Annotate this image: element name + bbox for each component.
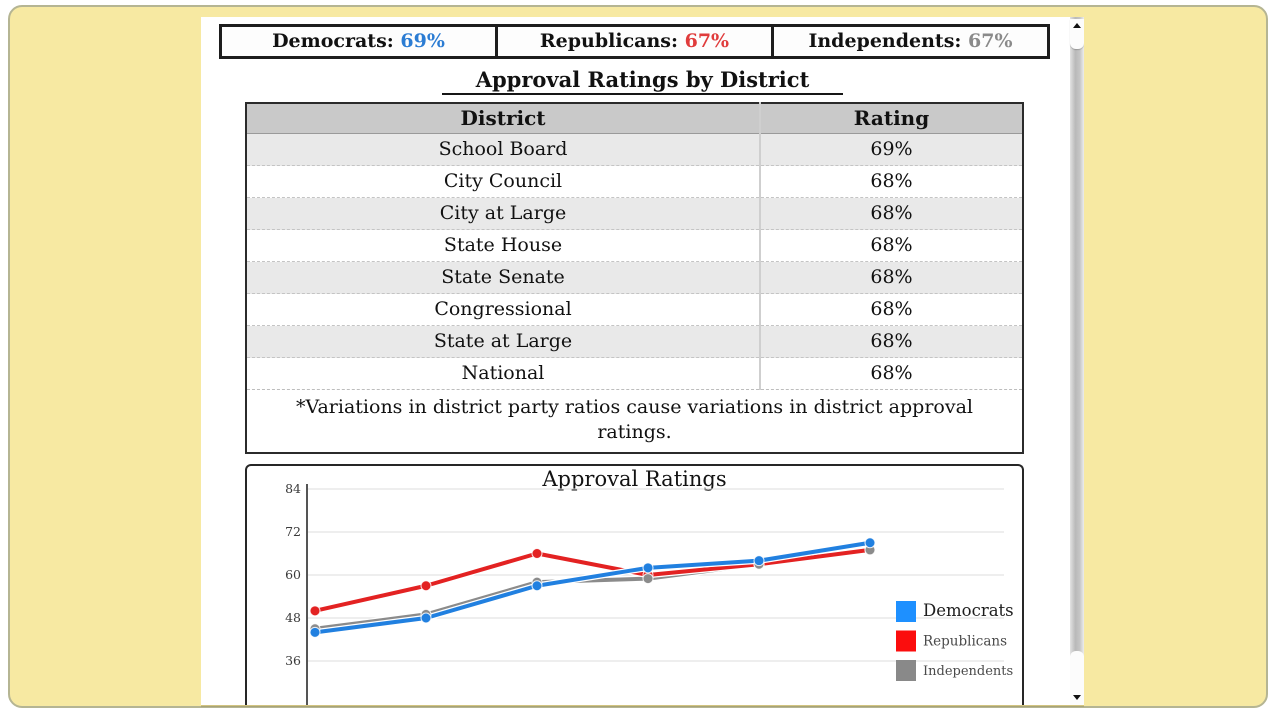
rating-cell: 68% [760,326,1023,358]
democrats-point [421,613,431,623]
table-row [246,358,1023,390]
scroll-down-icon [1073,695,1081,700]
page-title: Approval Ratings by District [442,67,844,95]
table-row [246,198,1023,230]
stat-value: 69% [400,30,445,52]
district-cell: State Senate [246,262,760,294]
rating-cell: 68% [760,198,1023,230]
scroll-down-button[interactable] [1070,651,1084,705]
democrats-point [754,556,764,566]
democrats-point [865,538,875,548]
republicans-point [532,549,542,559]
stat-value: 67% [684,30,730,52]
rating-cell: 68% [760,230,1023,262]
stat-value: 67% [968,30,1013,52]
table-row [246,294,1023,326]
stat-label: Independents: [808,30,962,52]
democrats-point [310,627,320,637]
republicans-point [421,581,431,591]
y-axis-tick-label: 84 [285,481,301,497]
y-axis-tick-label: 48 [285,610,301,626]
page-background [8,5,1268,708]
table-row [246,134,1023,166]
ratings-table [245,102,1024,454]
legend-swatch-independents [896,660,916,681]
footnote-row [246,390,1023,454]
table-row [246,230,1023,262]
rating-cell: 68% [760,358,1023,390]
stat-label: Republicans: [539,30,678,52]
democrats-point [643,563,653,573]
stats-row [221,26,1049,58]
scroll-up-icon [1073,23,1081,28]
legend-label-republicans: Republicans [923,633,1007,650]
legend-label-independents: Independents [923,664,1014,680]
rating-cell: 69% [760,134,1023,166]
table-header-row [246,103,1023,134]
table-header-rating: Rating [760,103,1023,134]
rating-cell: 68% [760,294,1023,326]
district-cell: School Board [246,134,760,166]
table-row [246,326,1023,358]
y-axis-tick-label: 60 [285,567,301,583]
scroll-up-button[interactable] [1070,19,1084,49]
approval-ratings-chart [247,466,1022,705]
republicans-point [310,606,320,616]
y-axis-tick-label: 72 [285,524,301,540]
district-cell: State at Large [246,326,760,358]
chart-panel [245,464,1024,705]
vertical-scrollbar[interactable] [1070,17,1084,705]
legend-swatch-democrats [896,601,916,622]
democrats-point [532,581,542,591]
content-panel [201,17,1084,705]
legend-label-democrats: Democrats [923,601,1014,621]
table-row [246,262,1023,294]
stat-cell-independents [773,26,1049,58]
chart-title: Approval Ratings [542,467,727,492]
district-cell: City at Large [246,198,760,230]
district-cell: State House [246,230,760,262]
table-footnote: *Variations in district party ratios cause variations in district approval ratings. [246,390,1023,454]
district-cell: Congressional [246,294,760,326]
district-cell: National [246,358,760,390]
table-header-district: District [246,103,760,134]
stat-cell-democrats [221,26,497,58]
title-container [201,67,1084,95]
stats-bar [219,24,1050,59]
stat-label: Democrats: [272,30,394,52]
independents-point [643,574,653,584]
y-axis-tick-label: 36 [285,653,301,669]
stat-cell-republicans [497,26,773,58]
district-cell: City Council [246,166,760,198]
table-row [246,166,1023,198]
rating-cell: 68% [760,166,1023,198]
legend-swatch-republicans [896,631,916,652]
rating-cell: 68% [760,262,1023,294]
